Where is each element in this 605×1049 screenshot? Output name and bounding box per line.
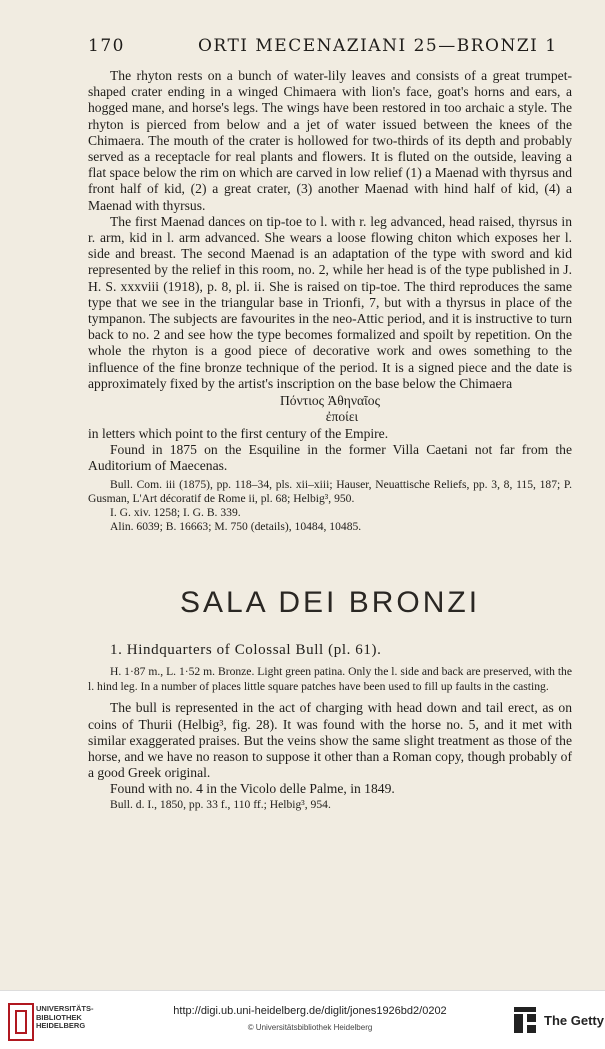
getty-logo-icon: [514, 1007, 536, 1033]
reference-1: Bull. Com. iii (1875), pp. 118–34, pls. xii–xiii; Hauser, Neuattische Reliefs, pp. 3, 8, 115, 187; P. Gusman, L'Art décoratif de Rome ii, pl. 68; Helbig³, 950.: [88, 477, 572, 506]
reference-4: Bull. d. I., 1850, pp. 33 f., 110 ff.; Helbig³, 954.: [110, 797, 331, 811]
section-heading: SALA DEI BRONZI: [179, 586, 481, 620]
paragraph-maenads: The first Maenad dances on tip-toe to l. with r. leg advanced, head raised, thyrsus in r. arm, kid in l. arm advanced. She wears a loose flowing chiton which exposes her l. side and breast. The second Maenad is an adaptation of the type with sword and kid represented by the relief in this room, no. 2, while her head is of the type published in J. H. S. xxxviii (1918), p. 8, pl. ii. She is raised on tip-toe. The third reproduces the same type that we see in the triangular base in Trionfi, 7, but with a thyrsus in place of the tympanon. The subjects are favourites in the neo-Attic period, and it is instructive to turn back to no. 2 and see how the type becomes formalized and spoilt by repetition. On the whole the rhyton is a good piece of decorative work and owes something to the influence of the fine bronze technique of the period. It is a signed piece and the date is approximately fixed by the artist's inscription on the base below the Chimaera: [88, 213, 572, 391]
paragraph-bull: The bull is represented in the act of charging with head down and tail erect, as on coins of Thurii (Helbig³, fig. 28). It was found with the horse no. 5, and it met with similar exaggerated praises. But the veins show the same slight treatment as those of the horse, and we have no reason to suppose it other than a Roman copy, though probably of a good Greek original.: [88, 700, 572, 781]
getty-label: The Getty: [544, 1013, 604, 1028]
copyright-notice: © Universitätsbibliothek Heidelberg: [247, 1023, 373, 1032]
paragraph-letters: in letters which point to the first century of the Empire.: [88, 426, 389, 442]
footer-bar: [0, 990, 605, 1049]
greek-line-1: Πόντιος Ἀθηναῖος: [279, 393, 380, 409]
university-name: UNIVERSITÄTS- BIBLIOTHEK HEIDELBERG: [36, 1004, 94, 1030]
reference-2: I. G. xiv. 1258; I. G. B. 339.: [110, 506, 241, 520]
greek-inscription: [88, 393, 572, 425]
paragraph-found: Found in 1875 on the Esquiline in the former Villa Caetani not far from the Auditorium of Maecenas.: [88, 442, 572, 474]
paragraph-found-bull: Found with no. 4 in the Vicolo delle Palme, in 1849.: [110, 781, 395, 797]
permalink[interactable]: http://digi.ub.uni-heidelberg.de/diglit/jones1926bd2/0202: [173, 1005, 447, 1017]
paragraph-rhyton: The rhyton rests on a bunch of water-lily leaves and consists of a great trumpet-shaped crater ending in a winged Chimaera with lion's face, goat's horns and ears, a hogged mane, and horse's legs. The wings have been restored in too archaic a style. The rhyton is pierced from below and a jet of water issued between the knees of the Chimaera. The mouth of the crater is hollowed for two-thirds of its depth and probably served as a receptacle for real plants and flowers. It is fluted on the outside, leaving a flat space below the rim on which are carved in low relief (1) a Maenad with thyrsus and front half of kid, (2) a great crater, (3) another Maenad with hind half of kid, (4) a Maenad with thyrsus.: [88, 68, 572, 213]
greek-line-2: ἐποίει: [325, 409, 359, 425]
reference-3: Alin. 6039; B. 16663; M. 750 (details), 10484, 10485.: [110, 520, 362, 534]
university-logo-icon: [8, 1003, 34, 1041]
running-title: ORTI MECENAZIANI 25—BRONZI 1: [198, 36, 558, 56]
item-title: 1. Hindquarters of Colossal Bull (pl. 61).: [110, 642, 382, 659]
page-body: [88, 68, 572, 812]
item-dimensions: H. 1·87 m., L. 1·52 m. Bronze. Light green patina. Only the l. side and back are preserved, with the l. hind leg. In a number of places little square patches have been used to fill up faults in the casting.: [88, 665, 572, 693]
page-number: 170: [88, 36, 125, 56]
